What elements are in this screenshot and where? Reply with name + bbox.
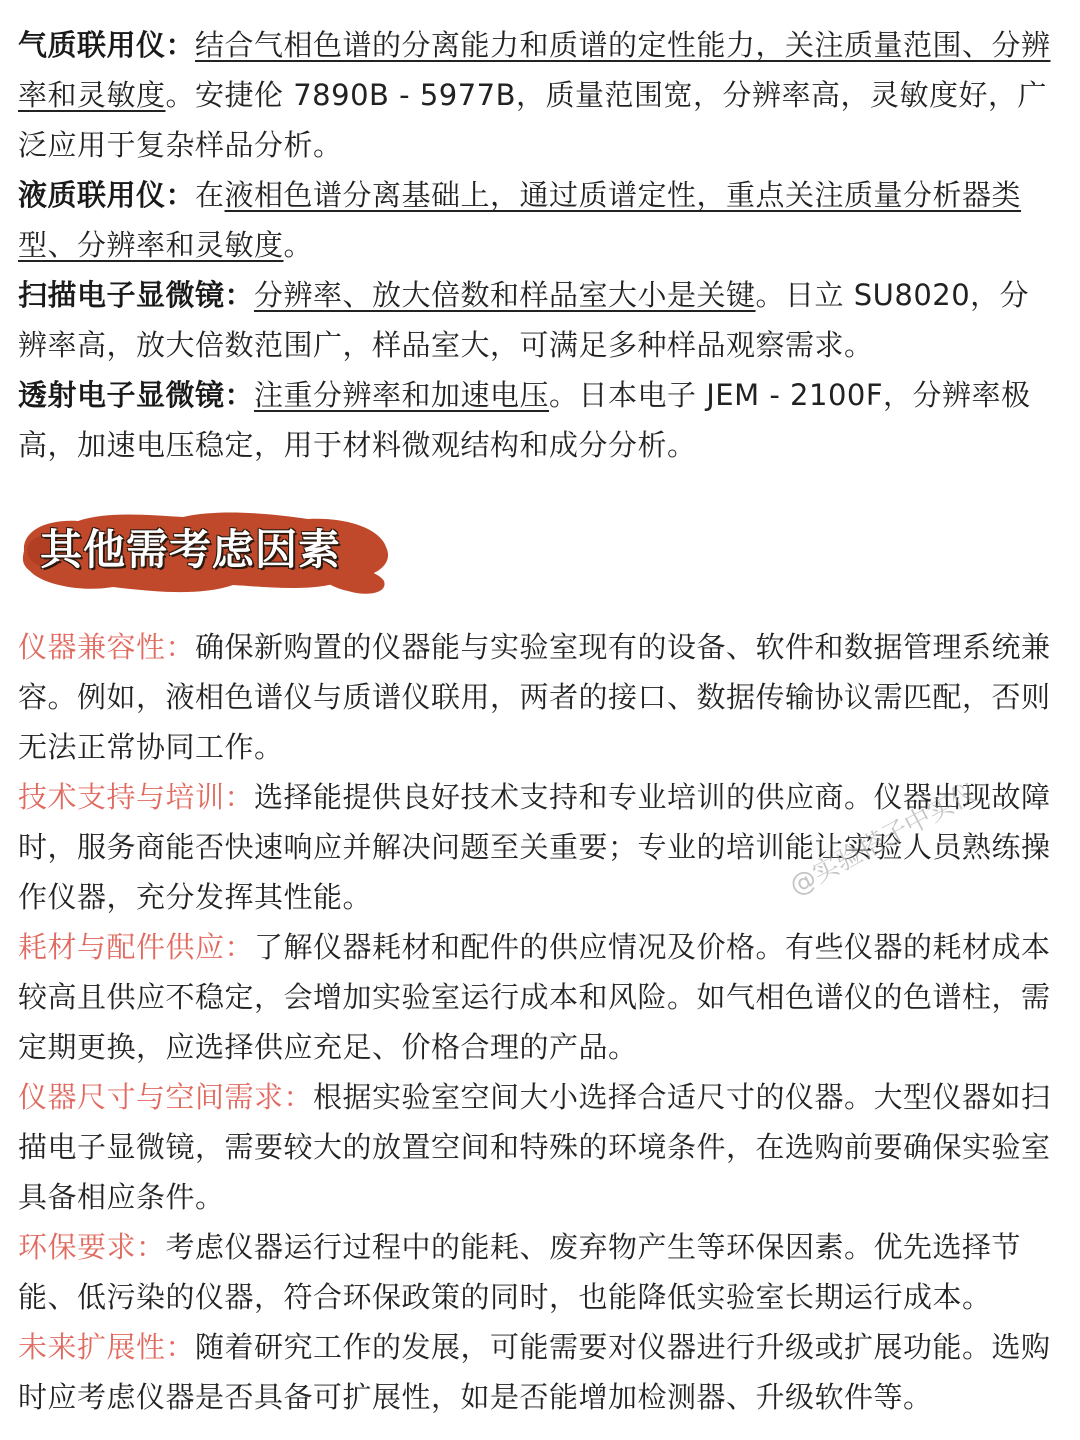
key-point: 结合气相色谱的分离能力和质谱的定性能力，关注质量范围、分辨率和灵敏度 [18,28,1051,112]
paragraph-text: 考虑仪器运行过程中的能耗、废弃物产生等环保因素。优先选择节能、低污染的仪器，符合环保政策的同时，也能降低实验室长期运行成本。 [18,1230,1022,1314]
term-label: 气质联用仪： [18,28,196,62]
paragraph-expandability [18,1322,1058,1422]
paragraph-text: 选择能提供良好技术支持和专业培训的供应商。仪器出现故障时，服务商能否快速响应并解决问题至关重要；专业的培训能让实验人员熟练操作仪器，充分发挥其性能。 [18,780,1051,914]
factor-label: 未来扩展性： [18,1330,196,1364]
factor-label: 技术支持与培训： [18,780,255,814]
paragraph-compatibility [18,622,1058,772]
term-label: 透射电子显微镜： [18,378,255,412]
paragraph-text: 。 [283,228,314,262]
paragraph-text: 随着研究工作的发展，可能需要对仪器进行升级或扩展功能。选购时应考虑仪器是否具备可扩展性，如是否能增加检测器、升级软件等。 [18,1330,1051,1414]
paragraph-lc-ms [18,170,1058,270]
paragraph-gc-ms [18,20,1058,170]
paragraph-space [18,1072,1058,1222]
factor-label: 耗材与配件供应： [18,930,255,964]
paragraph-text: 根据实验室空间大小选择合适尺寸的仪器。大型仪器如扫描电子显微镜，需要较大的放置空间和特殊的环境条件，在选购前要确保实验室具备相应条件。 [18,1080,1051,1214]
paragraph-text: 。日本电子 JEM - 2100F，分辨率极高，加速电压稳定，用于材料微观结构和成分分析。 [18,378,1031,462]
paragraph-text: 了解仪器耗材和配件的供应情况及价格。有些仪器的耗材成本较高且供应不稳定，会增加实验室运行成本和风险。如气相色谱仪的色谱柱，需定期更换，应选择供应充足、价格合理的产品。 [18,930,1051,1064]
paragraph-tem [18,370,1058,470]
section-title: 其他需考虑因素 [40,525,342,574]
paragraph-text: 。安捷伦 7890B - 5977B，质量范围宽，分辨率高，灵敏度好，广泛应用于复杂样品分析。 [18,78,1048,162]
paragraph-sem [18,270,1058,370]
factor-label: 环保要求： [18,1230,166,1264]
paragraph-text: 确保新购置的仪器能与实验室现有的设备、软件和数据管理系统兼容。例如，液相色谱仪与质谱仪联用，两者的接口、数据传输协议需匹配，否则无法正常协同工作。 [18,630,1051,764]
key-point: 分辨率、放大倍数和样品室大小是关键 [254,278,756,312]
term-label: 扫描电子显微镜： [18,278,255,312]
paragraph-text: 。日立 SU8020，分辨率高，放大倍数范围广，样品室大，可满足多种样品观察需求。 [18,278,1030,362]
section-header [18,505,398,600]
factor-label: 仪器尺寸与空间需求： [18,1080,314,1114]
term-label: 液质联用仪： [18,178,196,212]
paragraph-consumables [18,922,1058,1072]
key-point: 液相色谱分离基础上，通过质谱定性，重点关注质量分析器类型、分辨率和灵敏度 [18,178,1022,262]
factor-label: 仪器兼容性： [18,630,196,664]
paragraph-text: 在 [195,178,225,212]
key-point: 注重分辨率和加速电压 [254,378,550,412]
watermark: @实验搭子中实仪 [784,777,983,902]
paragraph-environment [18,1222,1058,1322]
